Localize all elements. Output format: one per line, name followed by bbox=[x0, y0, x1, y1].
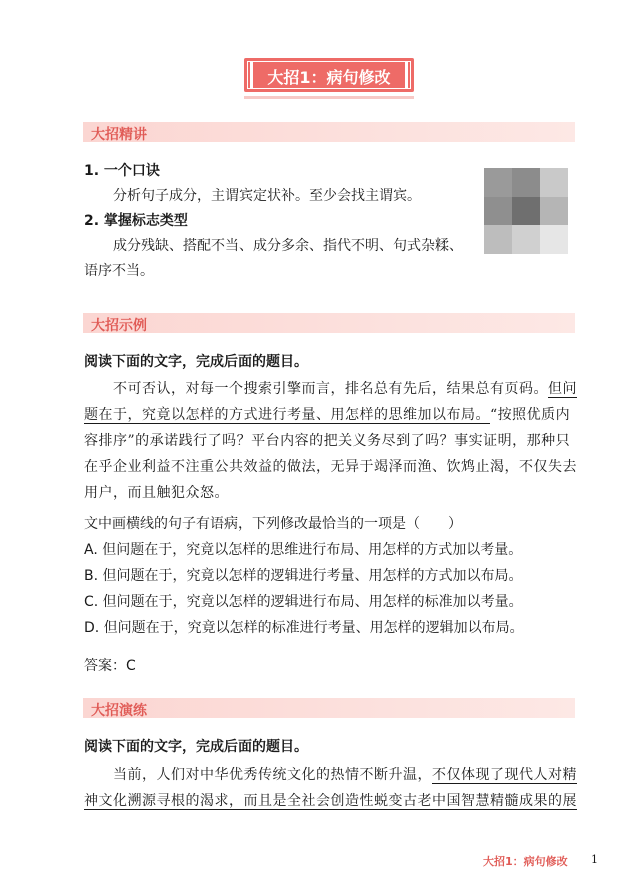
example-instruction: 阅读下面的文字，完成后面的题目。 bbox=[84, 354, 308, 370]
lecture-paragraph-1: 分析句子成分，主谓宾定状补。至少会找主谓宾。 bbox=[113, 188, 421, 204]
option-a: A. 但问题在于，究竟以怎样的思维进行布局、用怎样的方式加以考量。 bbox=[84, 542, 523, 558]
page-title: 大招1：病句修改 bbox=[267, 68, 391, 87]
passage-underlined-sentence: 题在于，究竟以怎样的方式进行考量、用怎样的思维加以布局。 bbox=[84, 407, 490, 423]
option-d: D. 但问题在于，究竟以怎样的标准进行考量、用怎样的逻辑加以布局。 bbox=[84, 620, 524, 636]
example-passage-line-2 bbox=[84, 408, 570, 422]
practice-underlined-start: 不仅体现了现代人对精 bbox=[432, 767, 577, 783]
passage-line-2-text: “按照优质内 bbox=[490, 407, 571, 423]
section-header-practice bbox=[83, 698, 575, 718]
passage-underlined-start: 但问 bbox=[548, 381, 577, 397]
practice-underlined-sentence: 神文化溯源寻根的渴求，而且是全社会创造性蜕变古老中国智慧精髓成果的展 bbox=[84, 793, 577, 809]
practice-passage-line-1 bbox=[113, 768, 577, 782]
example-passage-line-3: 容排序”的承诺践行了吗？平台内容的把关义务尽到了吗？事实证明，那种只 bbox=[84, 433, 571, 449]
section-title-practice: 大招演练 bbox=[91, 703, 147, 719]
practice-instruction: 阅读下面的文字，完成后面的题目。 bbox=[84, 739, 308, 755]
section-header-lecture bbox=[83, 122, 575, 142]
example-passage-line-5: 用户，而且触犯众怒。 bbox=[84, 485, 229, 501]
lecture-paragraph-2-line-1: 成分残缺、搭配不当、成分多余、指代不明、句式杂糅、 bbox=[113, 238, 463, 254]
section-header-example bbox=[83, 313, 575, 333]
lecture-heading-2: 2. 掌握标志类型 bbox=[84, 213, 188, 229]
title-underline bbox=[244, 96, 414, 99]
title-banner bbox=[244, 58, 414, 92]
example-passage-line-1 bbox=[113, 382, 577, 396]
option-b: B. 但问题在于，究竟以怎样的逻辑进行考量、用怎样的方式加以布局。 bbox=[84, 568, 523, 584]
lecture-paragraph-2-line-2: 语序不当。 bbox=[84, 263, 154, 279]
example-passage-line-4: 在乎企业利益不注重公共效益的做法，无异于竭泽而渔、饮鸩止渴，不仅失去 bbox=[84, 459, 577, 475]
practice-line-1-text: 当前，人们对中华优秀传统文化的热情不断升温， bbox=[113, 767, 432, 783]
lecture-heading-1: 1. 一个口诀 bbox=[84, 163, 160, 179]
blurred-qr-image bbox=[484, 168, 568, 254]
page-number: 1 bbox=[591, 853, 598, 866]
practice-passage-line-2 bbox=[84, 794, 577, 808]
example-answer: 答案：C bbox=[84, 658, 136, 674]
option-c: C. 但问题在于，究竟以怎样的逻辑进行布局、用怎样的标准加以考量。 bbox=[84, 594, 523, 610]
section-title-example: 大招示例 bbox=[91, 318, 147, 334]
passage-line-1-text: 不可否认，对每一个搜索引擎而言，排名总有先后，结果总有页码。 bbox=[113, 381, 548, 397]
section-title-lecture: 大招精讲 bbox=[91, 127, 147, 143]
example-question: 文中画横线的句子有语病，下列修改最恰当的一项是（ ） bbox=[84, 516, 462, 532]
footer-title: 大招1：病句修改 bbox=[483, 855, 568, 868]
